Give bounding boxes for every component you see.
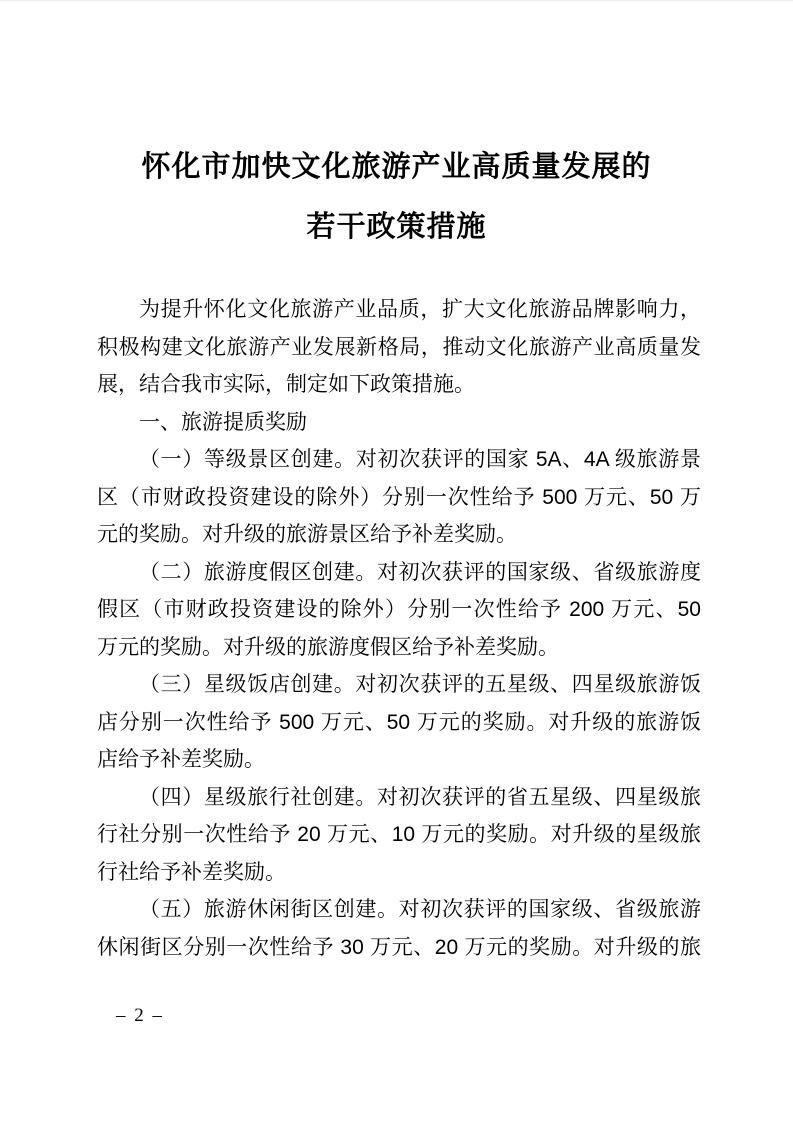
document-title [0, 137, 793, 257]
policy-item-2-line: 万元的奖励。对升级的旅游度假区给予补差奖励。 [97, 635, 559, 659]
policy-item-4-line: 行社分别一次性给予 20 万元、10 万元的奖励。对升级的星级旅 [97, 823, 701, 846]
intro-paragraph-line: 为提升怀化文化旅游产业品质，扩大文化旅游品牌影响力， [139, 298, 701, 321]
document-title-line-1: 怀化市加快文化旅游产业高质量发展的 [141, 151, 652, 183]
policy-item-3-line: 店给予补差奖励。 [97, 748, 265, 771]
policy-item-5-line: （五）旅游休闲街区创建。对初次获评的国家级、省级旅游 [139, 898, 701, 921]
policy-item-4-line: 行社给予补差奖励。 [97, 860, 286, 884]
document-body [97, 291, 701, 966]
policy-item-2-line: （二）旅游度假区创建。对初次获评的国家级、省级旅游度 [139, 560, 701, 584]
intro-paragraph-line: 积极构建文化旅游产业发展新格局，推动文化旅游产业高质量发 [97, 335, 701, 359]
policy-item-5-line: 休闲街区分别一次性给予 30 万元、20 万元的奖励。对升级的旅 [97, 935, 701, 959]
page-number: – 2 – [116, 1005, 164, 1026]
policy-item-1-line: 区（市财政投资建设的除外）分别一次性给予 500 万元、50 万 [97, 485, 701, 509]
policy-item-2-line: 假区（市财政投资建设的除外）分别一次性给予 200 万元、50 [97, 598, 701, 621]
policy-item-1-line: （一）等级景区创建。对初次获评的国家 5A、4A 级旅游景 [139, 448, 701, 471]
policy-item-1-line: 元的奖励。对升级的旅游景区给予补差奖励。 [97, 523, 517, 546]
section-heading: 一、旅游提质奖励 [139, 410, 307, 434]
document-title-line-2: 若干政策措施 [306, 211, 487, 243]
intro-paragraph-line: 展，结合我市实际，制定如下政策措施。 [97, 373, 475, 396]
policy-item-3-line: 店分别一次性给予 500 万元、50 万元的奖励。对升级的旅游饭 [97, 710, 701, 734]
policy-item-3-line: （三）星级饭店创建。对初次获评的五星级、四星级旅游饭 [139, 673, 701, 696]
policy-item-4-line: （四）星级旅行社创建。对初次获评的省五星级、四星级旅 [139, 785, 701, 809]
